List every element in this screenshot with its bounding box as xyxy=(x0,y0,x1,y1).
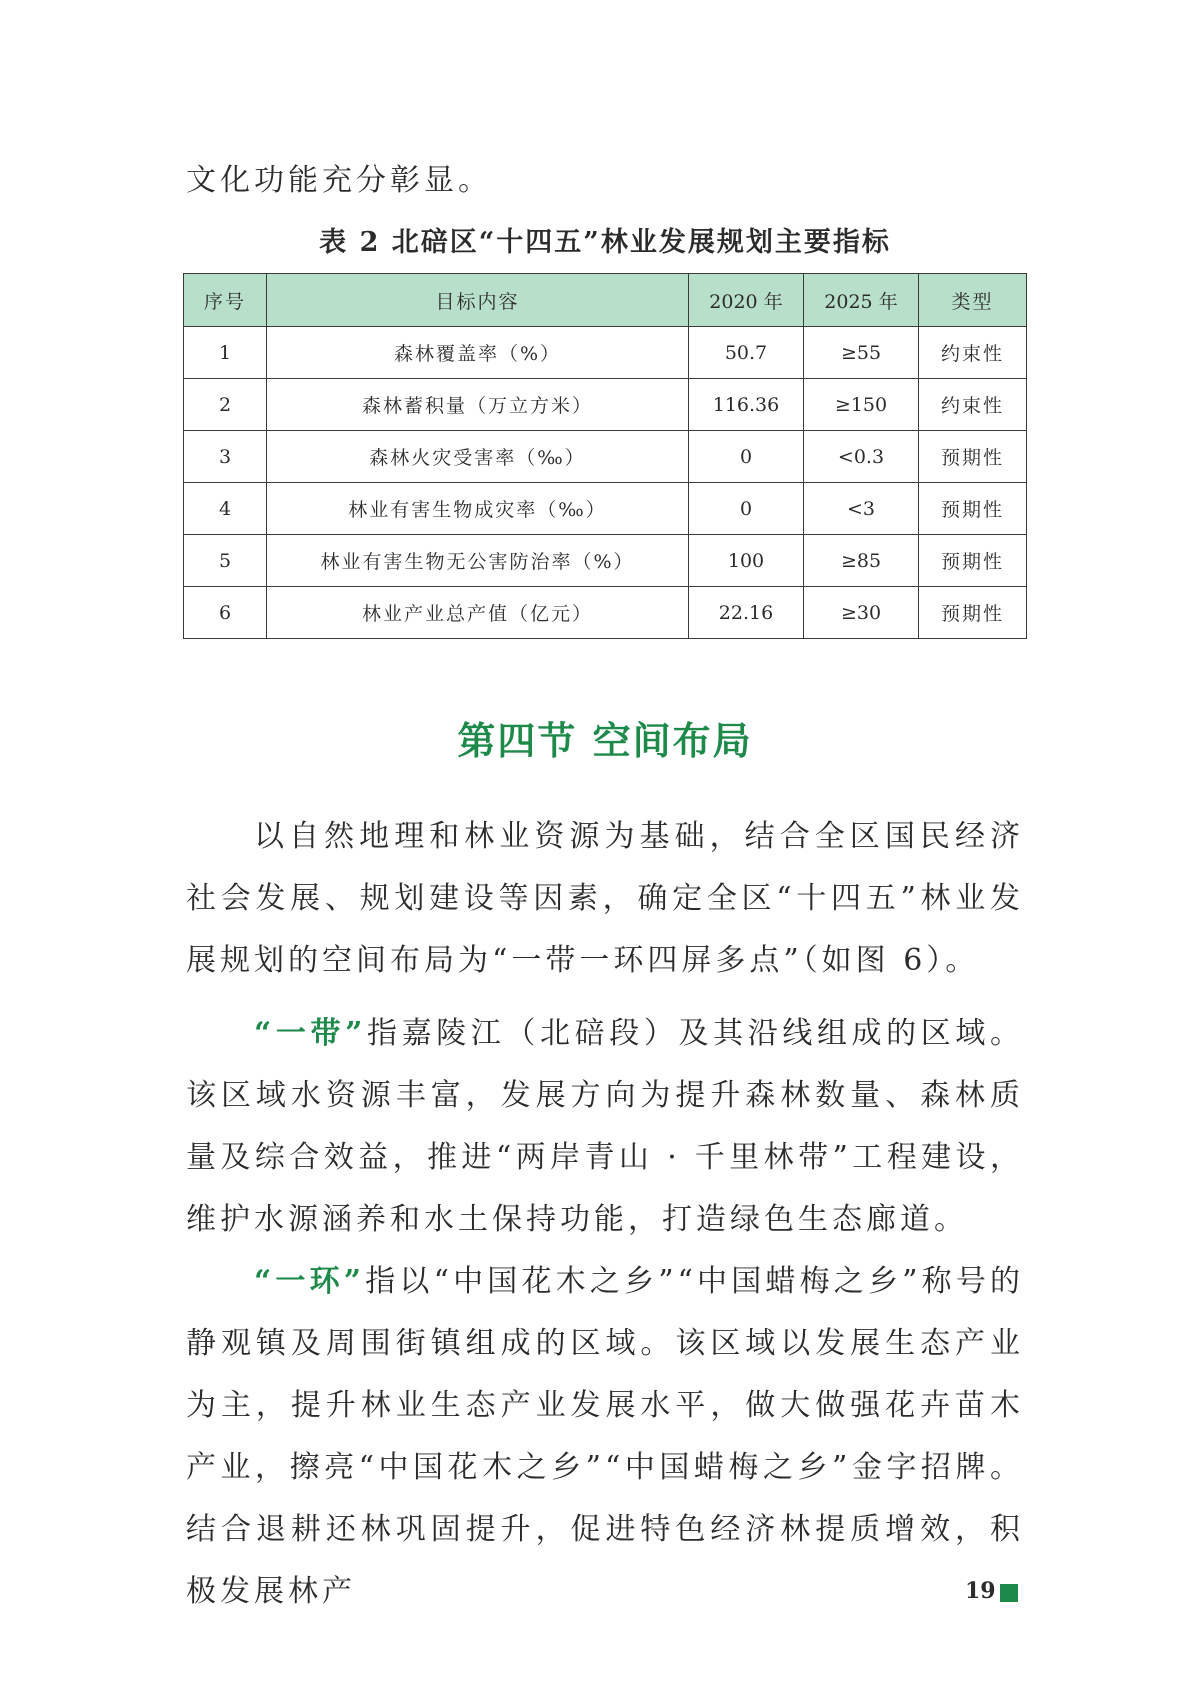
header-2020: 2020 年 xyxy=(689,274,804,327)
table-row xyxy=(184,535,1027,587)
cell-target: 林业产业总产值（亿元） xyxy=(267,587,689,639)
cell-index: 2 xyxy=(184,379,267,431)
table-caption: 表 2 北碚区“十四五”林业发展规划主要指标 xyxy=(319,227,891,258)
table-row xyxy=(184,431,1027,483)
paragraph-one-ring xyxy=(186,1251,1024,1623)
cell-2020: 100 xyxy=(689,535,804,587)
cell-2020: 0 xyxy=(689,483,804,535)
table-header-row xyxy=(184,274,1027,327)
paragraph-one-ring-text: 指以“中国花木之乡”“中国蜡梅之乡”称号的静观镇及周围街镇组成的区域。该区域以发展生态产业为主，提升林业生态产业发展水平，做大做强花卉苗木产业，擦亮“中国花木之乡”“中国蜡梅之乡”金字招牌。结合退耕还林巩固提升，促进特色经济林提质增效，积极发展林产 xyxy=(186,1264,1024,1609)
cell-type: 约束性 xyxy=(919,327,1027,379)
cell-2025: ≥30 xyxy=(804,587,919,639)
cell-2020: 22.16 xyxy=(689,587,804,639)
cell-target: 森林蓄积量（万立方米） xyxy=(267,379,689,431)
table-row xyxy=(184,379,1027,431)
cell-2025: <3 xyxy=(804,483,919,535)
cell-target: 林业有害生物无公害防治率（%） xyxy=(267,535,689,587)
table-row xyxy=(184,327,1027,379)
cell-index: 4 xyxy=(184,483,267,535)
header-index: 序号 xyxy=(184,274,267,327)
paragraph-one-belt xyxy=(186,1003,1024,1251)
cell-2025: ≥150 xyxy=(804,379,919,431)
cell-2020: 116.36 xyxy=(689,379,804,431)
intro-line: 文化功能充分彰显。 xyxy=(186,163,492,198)
cell-index: 1 xyxy=(184,327,267,379)
section-heading: 第四节 空间布局 xyxy=(457,719,753,763)
highlight-one-ring: “一环” xyxy=(254,1264,366,1299)
cell-target: 森林火灾受害率（‰） xyxy=(267,431,689,483)
highlight-one-belt: “一带” xyxy=(254,1016,367,1051)
cell-2025: ≥55 xyxy=(804,327,919,379)
header-target: 目标内容 xyxy=(267,274,689,327)
table-row xyxy=(184,587,1027,639)
cell-2025: ≥85 xyxy=(804,535,919,587)
indicators-table xyxy=(183,273,1027,639)
page-marker-square xyxy=(1000,1584,1018,1602)
cell-type: 预期性 xyxy=(919,483,1027,535)
table-row xyxy=(184,483,1027,535)
cell-type: 预期性 xyxy=(919,587,1027,639)
cell-index: 3 xyxy=(184,431,267,483)
cell-2020: 0 xyxy=(689,431,804,483)
cell-type: 预期性 xyxy=(919,535,1027,587)
cell-target: 森林覆盖率（%） xyxy=(267,327,689,379)
header-type: 类型 xyxy=(919,274,1027,327)
cell-type: 预期性 xyxy=(919,431,1027,483)
cell-type: 约束性 xyxy=(919,379,1027,431)
cell-index: 6 xyxy=(184,587,267,639)
cell-index: 5 xyxy=(184,535,267,587)
cell-target: 林业有害生物成灾率（‰） xyxy=(267,483,689,535)
paragraph-layout-intro: 以自然地理和林业资源为基础，结合全区国民经济社会发展、规划建设等因素，确定全区“十四五”林业发展规划的空间布局为“一带一环四屏多点”（如图 6）。 xyxy=(186,819,1024,978)
cell-2025: <0.3 xyxy=(804,431,919,483)
paragraph-one-belt-text: 指嘉陵江（北碚段）及其沿线组成的区域。该区域水资源丰富，发展方向为提升森林数量、森林质量及综合效益，推进“两岸青山 · 千里林带”工程建设，维护水源涵养和水土保持功能，打造绿色生态廊道。 xyxy=(186,1016,1025,1237)
cell-2020: 50.7 xyxy=(689,327,804,379)
header-2025: 2025 年 xyxy=(804,274,919,327)
page-number: 19 xyxy=(965,1578,996,1604)
